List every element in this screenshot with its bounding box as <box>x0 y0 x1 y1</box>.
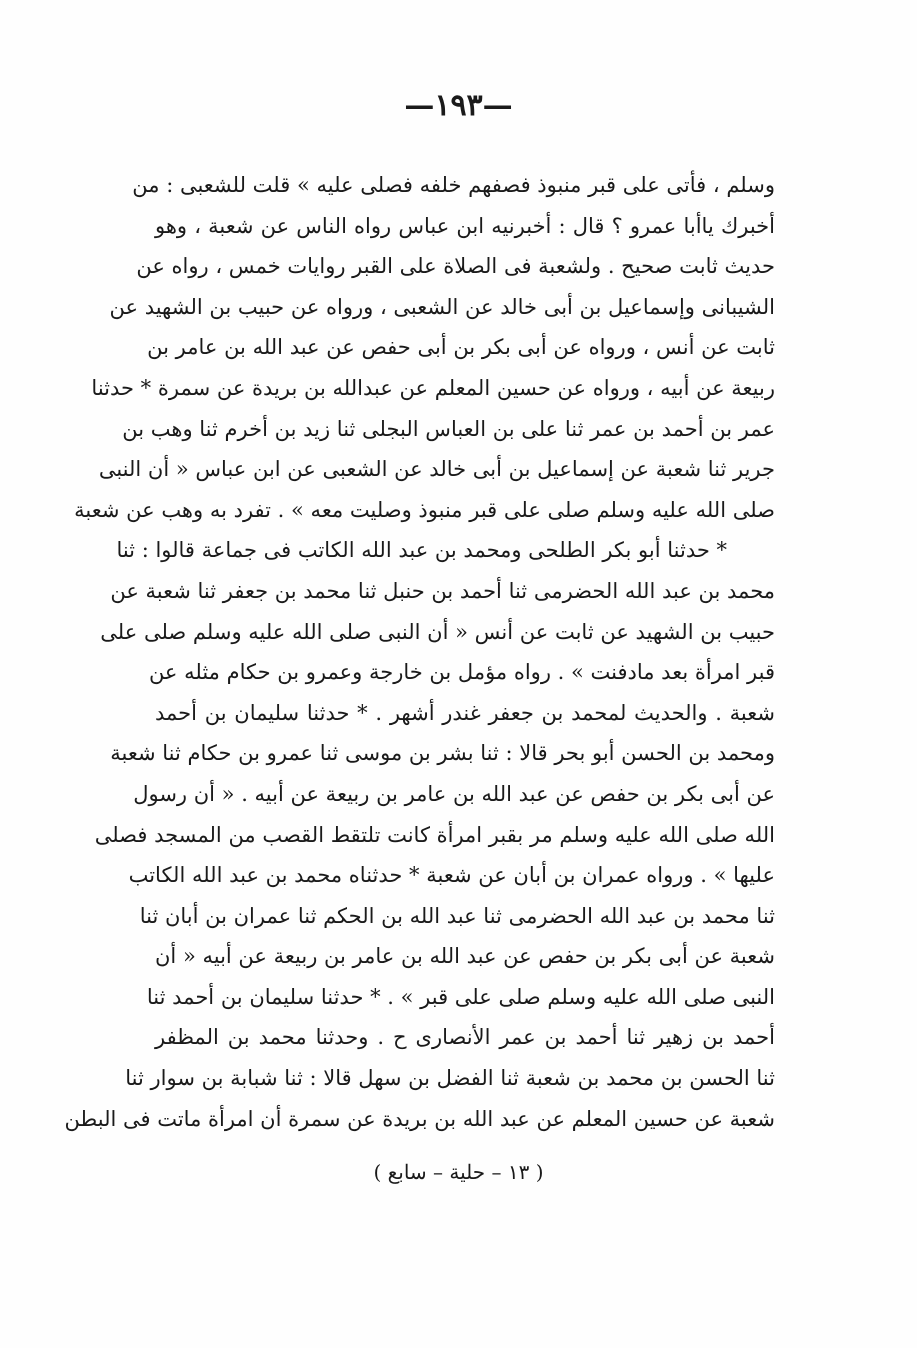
text-line: شعبة عن أبى بكر بن حفص عن عبد الله بن عامر بن ربيعة عن أبيه « أن <box>155 944 775 969</box>
text-line: الشيبانى وإسماعيل بن أبى خالد عن الشعبى ، ورواه عن حبيب بن الشهيد عن <box>109 294 775 319</box>
text-line: صلى الله عليه وسلم صلى على قبر منبوذ وصليت معه » . تفرد به وهب عن شعبة <box>74 497 775 522</box>
signature-footer: ( ١٣ – حلية – سابع ) <box>373 1160 544 1184</box>
page-number: —١٩٣— <box>404 88 513 123</box>
text-line: حديث ثابت صحيح . ولشعبة فى الصلاة على القبر روايات خمس ، رواه عن <box>136 254 775 279</box>
text-line: ومحمد بن الحسن أبو بحر قالا : ثنا بشر بن موسى ثنا عمرو بن حكام ثنا شعبة <box>110 741 775 766</box>
text-line: أخبرك ياأبا عمرو ؟ قال : أخبرنيه ابن عباس رواه الناس عن شعبة ، وهو <box>155 213 775 238</box>
text-line: شعبة عن حسين المعلم عن عبد الله بن بريدة عن سمرة أن امرأة ماتت فى البطن <box>64 1106 775 1131</box>
text-line: النبى صلى الله عليه وسلم صلى على قبر » . * حدثنا سليمان بن أحمد ثنا <box>146 984 775 1009</box>
text-line: ثنا الحسن بن محمد بن شعبة ثنا الفضل بن سهل قالا : ثنا شبابة بن سوار ثنا <box>125 1066 775 1091</box>
text-line: عن أبى بكر بن حفص عن عبد الله بن عامر بن ربيعة عن أبيه . « أن رسول <box>133 781 775 806</box>
text-line: حبيب بن الشهيد عن ثابت عن أنس « أن النبى صلى الله عليه وسلم صلى على <box>100 619 775 644</box>
text-line: شعبة . والحديث لمحمد بن جعفر غندر أشهر . * حدثنا سليمان بن أحمد <box>155 700 775 725</box>
text-line: محمد بن عبد الله الحضرمى ثنا أحمد بن حنبل ثنا محمد بن جعفر ثنا شعبة عن <box>110 578 775 603</box>
body-text <box>64 165 775 1139</box>
text-line: قبر امرأة بعد مادفنت » . رواه مؤمل بن خارجة وعمرو بن حكام مثله عن <box>148 660 775 685</box>
text-line: ثابت عن أنس ، ورواه عن أبى بكر بن أبى حفص عن عبد الله بن عامر بن <box>147 335 775 360</box>
text-line: ثنا محمد بن عبد الله الحضرمى ثنا عبد الله بن الحكم ثنا عمران بن أبان ثنا <box>139 903 775 928</box>
text-line: عمر بن أحمد بن عمر ثنا على بن العباس البجلى ثنا زيد بن أخرم ثنا وهب بن <box>122 416 775 441</box>
text-line: عليها » . ورواه عمران بن أبان عن شعبة * حدثناه محمد بن عبد الله الكاتب <box>128 863 775 888</box>
text-line: جرير ثنا شعبة عن إسماعيل بن أبى خالد عن الشعبى عن ابن عباس « أن النبى <box>98 457 775 482</box>
text-line: وسلم ، فأتى على قبر منبوذ فصفهم خلفه فصلى عليه » قلت للشعبى : من <box>132 173 775 197</box>
text-line: أحمد بن زهير ثنا أحمد بن عمر الأنصارى ح . وحدثنا محمد بن المظفر <box>155 1025 775 1050</box>
text-line: * حدثنا أبو بكر الطلحى ومحمد بن عبد الله الكاتب فى جماعة قالوا : ثنا <box>116 538 727 563</box>
text-line: الله صلى الله عليه وسلم مر بقبر امرأة كانت تلتقط القصب من المسجد فصلى <box>94 822 775 847</box>
text-line: ربيعة عن أبيه ، ورواه عن حسين المعلم عن عبدالله بن بريدة عن سمرة * حدثنا <box>91 375 775 400</box>
